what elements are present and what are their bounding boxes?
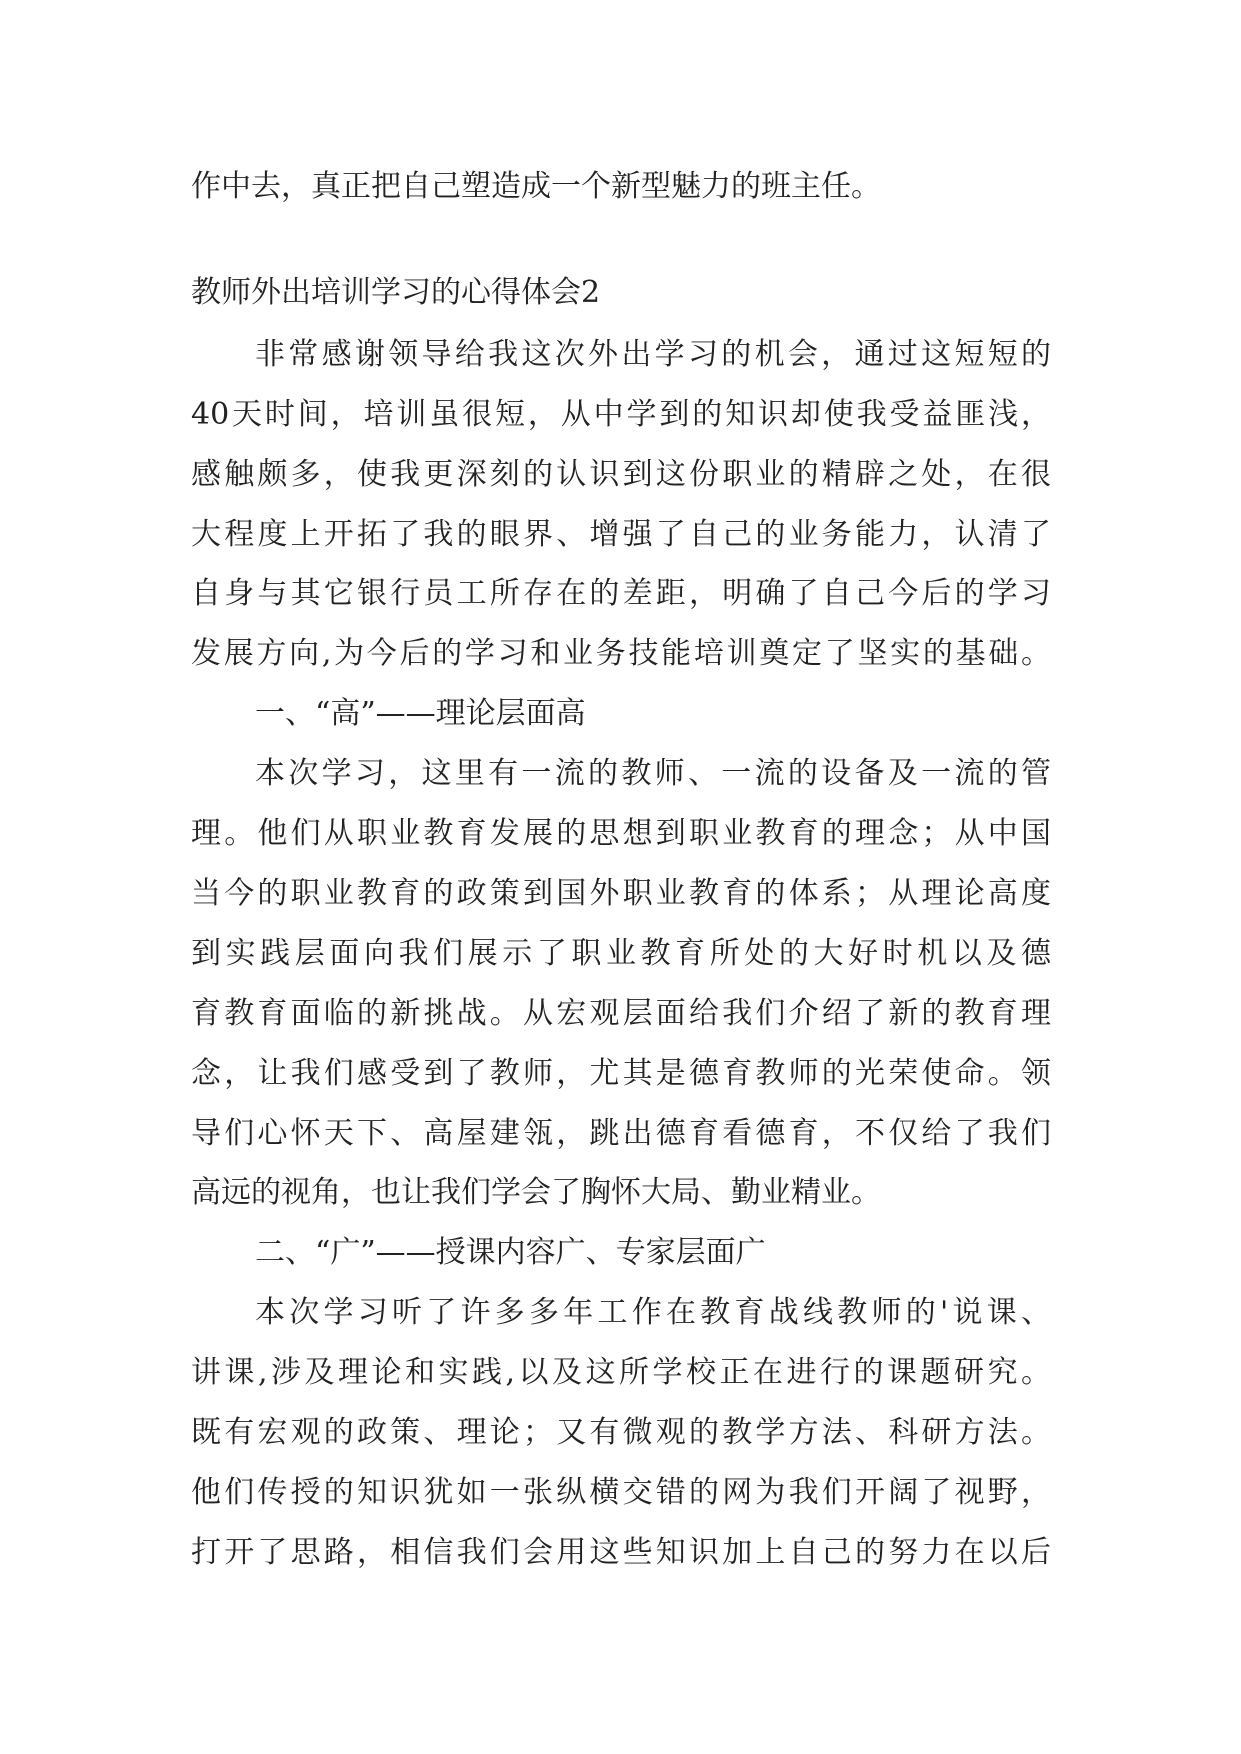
subheading: 二、“广”——授课内容广、专家层面广 [255,1235,766,1270]
text-line: 讲课,涉及理论和实践,以及这所学校正在进行的课题研究。 [191,1355,1051,1390]
text-line: 40天时间，培训虽很短，从中学到的知识却使我受益匪浅， [191,397,1051,432]
text-line: 高远的视角，也让我们学会了胸怀大局、勤业精业。 [191,1175,881,1210]
text-line: 发展方向,为今后的学习和业务技能培训奠定了坚实的基础。 [191,636,1051,671]
text-line: 感触颇多，使我更深刻的认识到这份职业的精辟之处，在很 [191,457,1051,492]
text-line: 导们心怀天下、高屋建瓴，跳出德育看德育，不仅给了我们 [191,1116,1051,1151]
text-line: 他们传授的知识犹如一张纵横交错的网为我们开阔了视野， [191,1475,1051,1510]
text-line: 自身与其它银行员工所存在的差距，明确了自己今后的学习 [191,576,1051,611]
text-line: 非常感谢领导给我这次外出学习的机会，通过这短短的 [255,337,1051,372]
text-line: 念，让我们感受到了教师，尤其是德育教师的光荣使命。领 [191,1056,1051,1091]
text-line: 既有宏观的政策、理论；又有微观的教学方法、科研方法。 [191,1415,1051,1450]
text-line: 当今的职业教育的政策到国外职业教育的体系；从理论高度 [191,876,1051,911]
text-line: 打开了思路，相信我们会用这些知识加上自己的努力在以后 [191,1535,1051,1570]
text-line: 到实践层面向我们展示了职业教育所处的大好时机以及德 [191,936,1051,971]
section-heading: 教师外出培训学习的心得体会2 [191,275,601,310]
text-line: 理。他们从职业教育发展的思想到职业教育的理念；从中国 [191,816,1051,851]
text-line: 本次学习，这里有一流的教师、一流的设备及一流的管 [255,756,1051,791]
subheading: 一、“高”——理论层面高 [255,696,586,731]
text-line: 育教育面临的新挑战。从宏观层面给我们介绍了新的教育理 [191,996,1051,1031]
text-line: 大程度上开拓了我的眼界、增强了自己的业务能力，认清了 [191,517,1051,552]
text-line: 作中去，真正把自己塑造成一个新型魅力的班主任。 [191,169,881,204]
text-line: 本次学习听了许多多年工作在教育战线教师的'说课、 [255,1295,1051,1330]
